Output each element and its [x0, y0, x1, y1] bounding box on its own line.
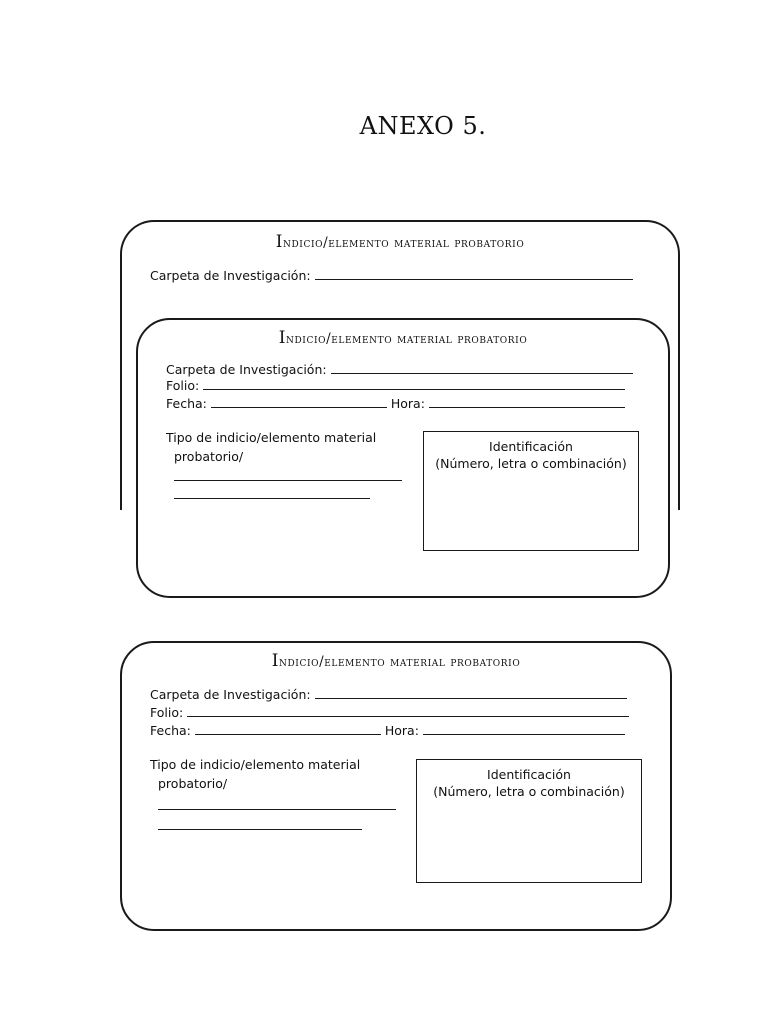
tipo-line-1[interactable]	[174, 480, 402, 481]
tipo-label: Tipo de indicio/elemento material probatorio/	[166, 430, 377, 464]
carpeta-line[interactable]	[315, 698, 627, 699]
fecha-label: Fecha:	[150, 723, 191, 738]
fecha-label: Fecha:	[166, 396, 207, 411]
label-card-front	[136, 318, 670, 598]
folio-row	[150, 705, 629, 720]
carpeta-row	[150, 268, 633, 283]
tipo-line-1[interactable]	[158, 809, 396, 810]
hora-line[interactable]	[423, 734, 625, 735]
tipo-line-2[interactable]	[158, 829, 362, 830]
identificacion-box[interactable]	[416, 759, 642, 883]
carpeta-row	[166, 362, 633, 377]
carpeta-row	[150, 687, 627, 702]
carpeta-label: Carpeta de Investigación:	[150, 268, 311, 283]
label-card-bottom	[120, 641, 672, 931]
folio-label: Folio:	[166, 378, 200, 393]
hora-label: Hora:	[384, 723, 419, 738]
carpeta-label: Carpeta de Investigación:	[150, 687, 311, 702]
folio-line[interactable]	[187, 716, 629, 717]
fecha-line[interactable]	[211, 407, 387, 408]
id-title: Identificación	[489, 439, 573, 454]
card-heading: Indicio/elemento material probatorio	[275, 232, 525, 252]
identificacion-box[interactable]	[423, 431, 639, 551]
folio-row	[166, 378, 625, 393]
id-subtitle: (Número, letra o combinación)	[435, 456, 627, 471]
fecha-line[interactable]	[195, 734, 381, 735]
card-heading: Indicio/elemento material probatorio	[271, 651, 521, 671]
hora-label: Hora:	[390, 396, 425, 411]
carpeta-label: Carpeta de Investigación:	[166, 362, 327, 377]
id-subtitle: (Número, letra o combinación)	[433, 784, 625, 799]
folio-label: Folio:	[150, 705, 184, 720]
tipo-line-2[interactable]	[174, 498, 370, 499]
page-title: ANEXO 5.	[359, 112, 487, 140]
fecha-hora-row	[150, 723, 625, 738]
carpeta-line[interactable]	[315, 279, 633, 280]
card-heading: Indicio/elemento material probatorio	[278, 328, 528, 348]
hora-line[interactable]	[429, 407, 625, 408]
id-title: Identificación	[487, 767, 571, 782]
tipo-label: Tipo de indicio/elemento material probatorio/	[150, 757, 361, 791]
folio-line[interactable]	[203, 389, 625, 390]
carpeta-line[interactable]	[331, 373, 633, 374]
fecha-hora-row	[166, 396, 625, 411]
